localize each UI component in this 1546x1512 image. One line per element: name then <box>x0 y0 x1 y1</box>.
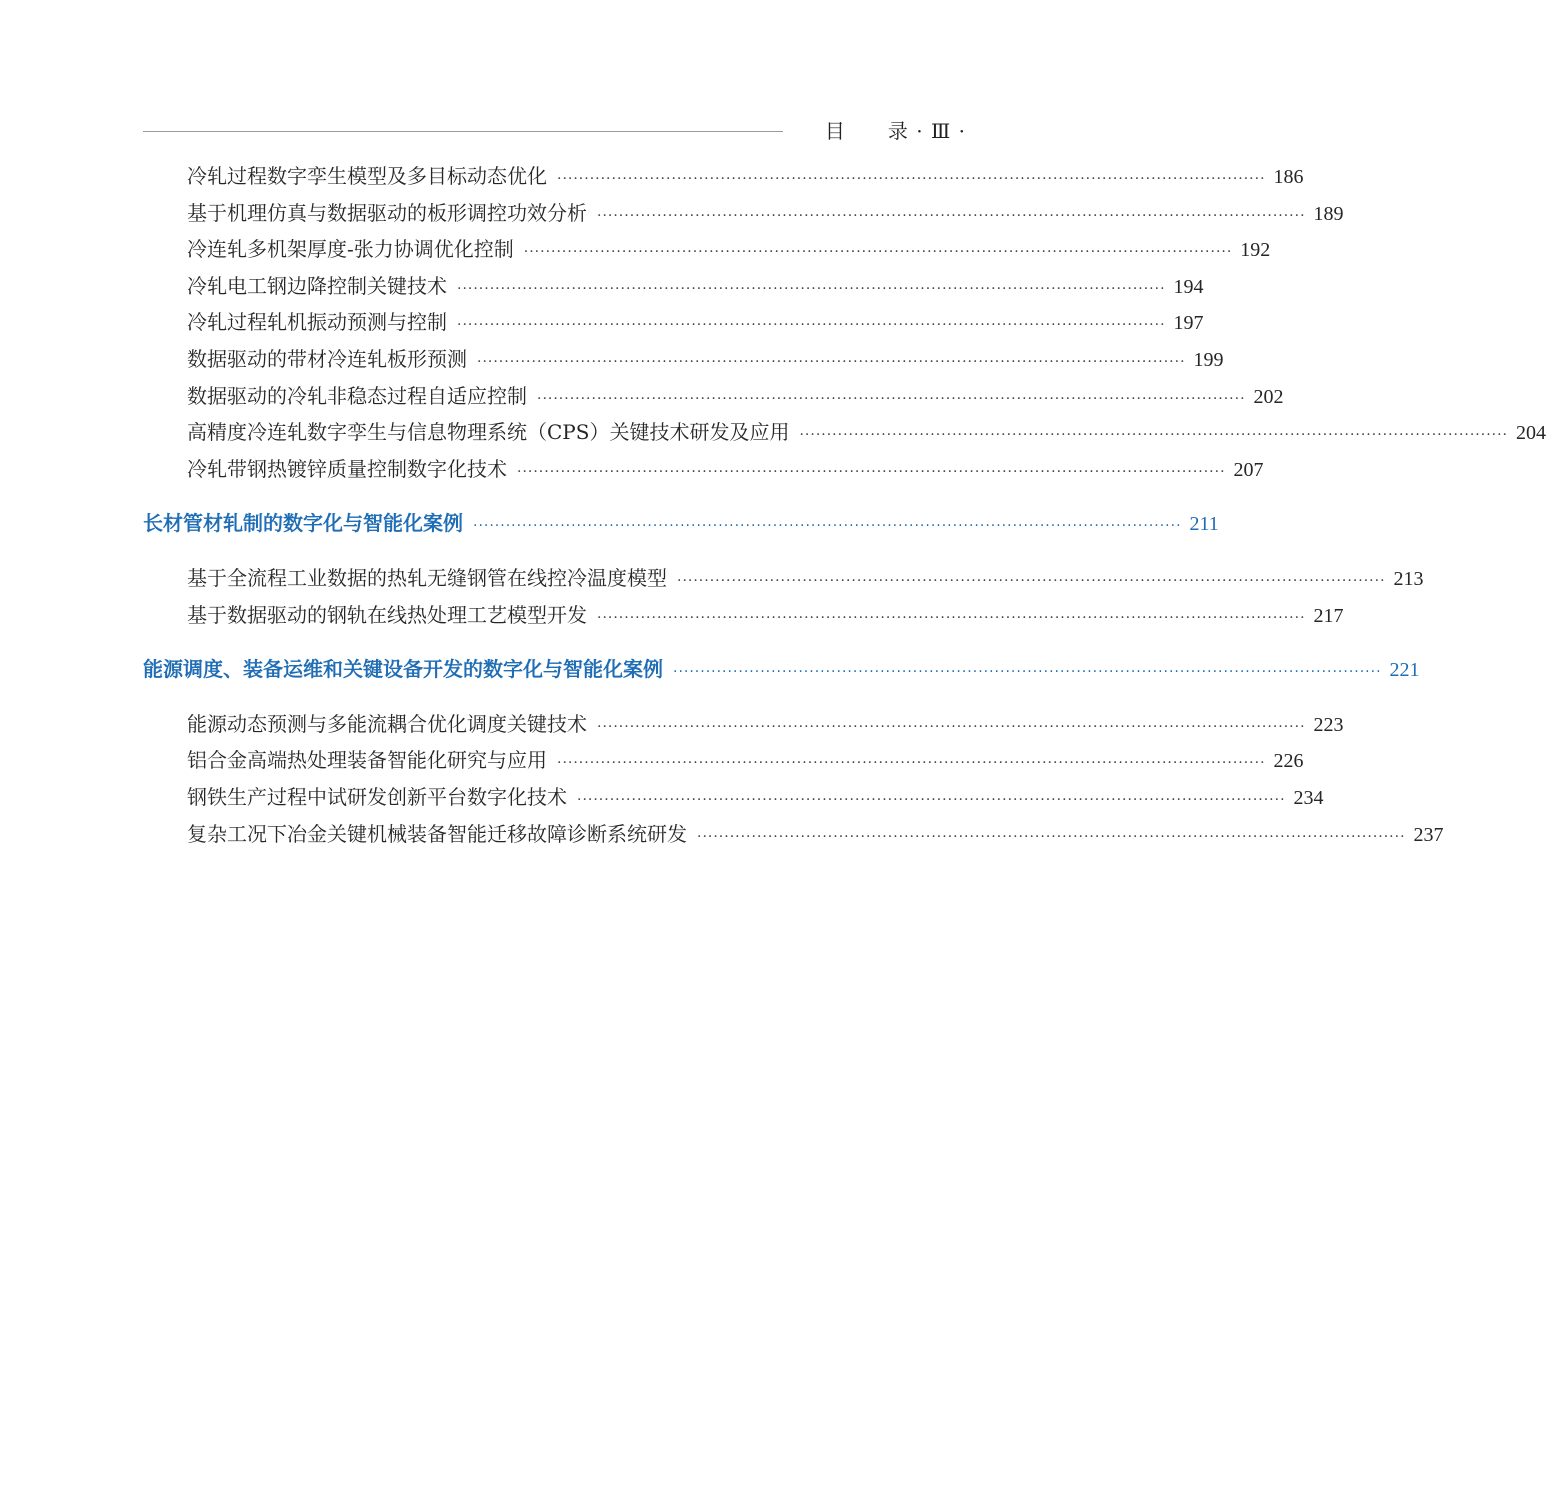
header-label: 目 录 · Ⅲ · <box>824 119 966 143</box>
toc-entry-page: 186 <box>1273 166 1304 188</box>
toc-leader-dots: ·································································································································· <box>673 664 1382 681</box>
toc-group-energy-equipment <box>143 706 1444 852</box>
toc-leader-dots: ·································································································································· <box>557 755 1266 772</box>
toc-leader-dots: ·································································································································· <box>597 718 1306 735</box>
page-header <box>143 116 966 148</box>
toc-entry-page: 189 <box>1313 202 1344 225</box>
toc-entry[interactable] <box>187 451 1264 488</box>
toc-chapter-page: 211 <box>1189 513 1219 536</box>
toc-entry[interactable] <box>187 231 1271 268</box>
toc-entry-page: 199 <box>1193 348 1224 371</box>
toc-entry-page: 217 <box>1313 604 1344 627</box>
toc-entry-page: 207 <box>1233 458 1264 481</box>
toc-chapter-title: 长材管材轧制的数字化与智能化案例 <box>143 511 463 536</box>
toc-leader-dots: ·································································································································· <box>697 828 1406 845</box>
toc-entry[interactable] <box>187 195 1344 232</box>
toc-leader-dots: ·································································································································· <box>537 390 1246 407</box>
toc-entry[interactable] <box>187 158 1304 195</box>
toc-chapter-long-products[interactable] <box>143 505 1219 542</box>
toc-chapter-energy-equipment[interactable] <box>143 651 1420 688</box>
toc-entry[interactable] <box>187 742 1304 779</box>
toc-entry-page: 226 <box>1273 750 1304 773</box>
toc-leader-dots: ·································································································································· <box>477 353 1186 370</box>
toc-entry-page: 234 <box>1293 786 1324 809</box>
toc-leader-dots: ·································································································································· <box>799 427 1508 444</box>
toc-entry-title: 复杂工况下冶金关键机械装备智能迁移故障诊断系统研发 <box>187 821 687 846</box>
toc-entry-title: 能源动态预测与多能流耦合优化调度关键技术 <box>187 711 587 736</box>
toc-leader-dots: ·································································································································· <box>677 572 1386 589</box>
toc-entry[interactable] <box>187 268 1204 305</box>
toc-entry-title: 冷连轧多机架厚度-张力协调优化控制 <box>187 237 514 262</box>
toc-leader-dots: ·································································································································· <box>523 244 1233 261</box>
toc-entry[interactable] <box>187 779 1324 816</box>
toc-leader-dots: ·································································································································· <box>473 518 1182 535</box>
toc-chapter-page: 221 <box>1389 659 1420 682</box>
toc-entry-title: 钢铁生产过程中试研发创新平台数字化技术 <box>187 784 567 809</box>
toc-leader-dots: ·································································································································· <box>457 317 1166 334</box>
toc-group-cold-rolling <box>143 158 1546 487</box>
toc-entry-title: 冷轧带钢热镀锌质量控制数字化技术 <box>187 456 507 481</box>
toc-leader-dots: ·································································································································· <box>557 171 1266 187</box>
toc-entry-title: 铝合金高端热处理装备智能化研究与应用 <box>187 748 547 773</box>
toc-entry[interactable] <box>187 304 1204 341</box>
header-rule <box>143 131 783 132</box>
toc-entry-page: 223 <box>1313 713 1344 736</box>
table-of-contents <box>143 158 1546 852</box>
toc-entry[interactable] <box>187 597 1344 634</box>
toc-entry[interactable] <box>187 816 1444 853</box>
toc-entry-title: 冷轧过程数字孪生模型及多目标动态优化 <box>187 164 547 188</box>
toc-entry[interactable] <box>187 706 1344 743</box>
toc-group-long-products <box>143 560 1424 633</box>
toc-entry-page: 204 <box>1516 422 1546 445</box>
toc-entry-title: 数据驱动的带材冷连轧板形预测 <box>187 346 467 371</box>
toc-chapter-title: 能源调度、装备运维和关键设备开发的数字化与智能化案例 <box>143 657 663 682</box>
toc-entry[interactable] <box>187 560 1424 597</box>
toc-entry-page: 213 <box>1393 567 1424 590</box>
toc-leader-dots: ·································································································································· <box>597 609 1306 626</box>
toc-entry-title: 基于机理仿真与数据驱动的板形调控功效分析 <box>187 200 587 225</box>
toc-leader-dots: ·································································································································· <box>517 463 1226 480</box>
toc-entry[interactable] <box>187 378 1284 415</box>
toc-entry-page: 197 <box>1173 312 1204 335</box>
toc-entry[interactable] <box>187 414 1546 451</box>
toc-entry-page: 237 <box>1413 823 1444 846</box>
toc-leader-dots: ·································································································································· <box>577 791 1286 808</box>
toc-leader-dots: ·································································································································· <box>597 207 1306 224</box>
toc-entry-title: 冷轧电工钢边降控制关键技术 <box>187 273 447 298</box>
toc-entry-title: 高精度冷连轧数字孪生与信息物理系统（CPS）关键技术研发及应用 <box>187 420 790 445</box>
toc-entry-title: 冷轧过程轧机振动预测与控制 <box>187 310 447 335</box>
toc-entry-page: 194 <box>1173 275 1204 298</box>
toc-leader-dots: ·································································································································· <box>457 280 1166 297</box>
toc-entry-page: 192 <box>1240 239 1271 262</box>
toc-entry-title: 基于数据驱动的钢轨在线热处理工艺模型开发 <box>187 602 587 627</box>
toc-entry-page: 202 <box>1253 385 1284 408</box>
toc-entry-title: 基于全流程工业数据的热轧无缝钢管在线控冷温度模型 <box>187 565 667 590</box>
toc-entry[interactable] <box>187 341 1224 378</box>
toc-entry-title: 数据驱动的冷轧非稳态过程自适应控制 <box>187 383 527 408</box>
